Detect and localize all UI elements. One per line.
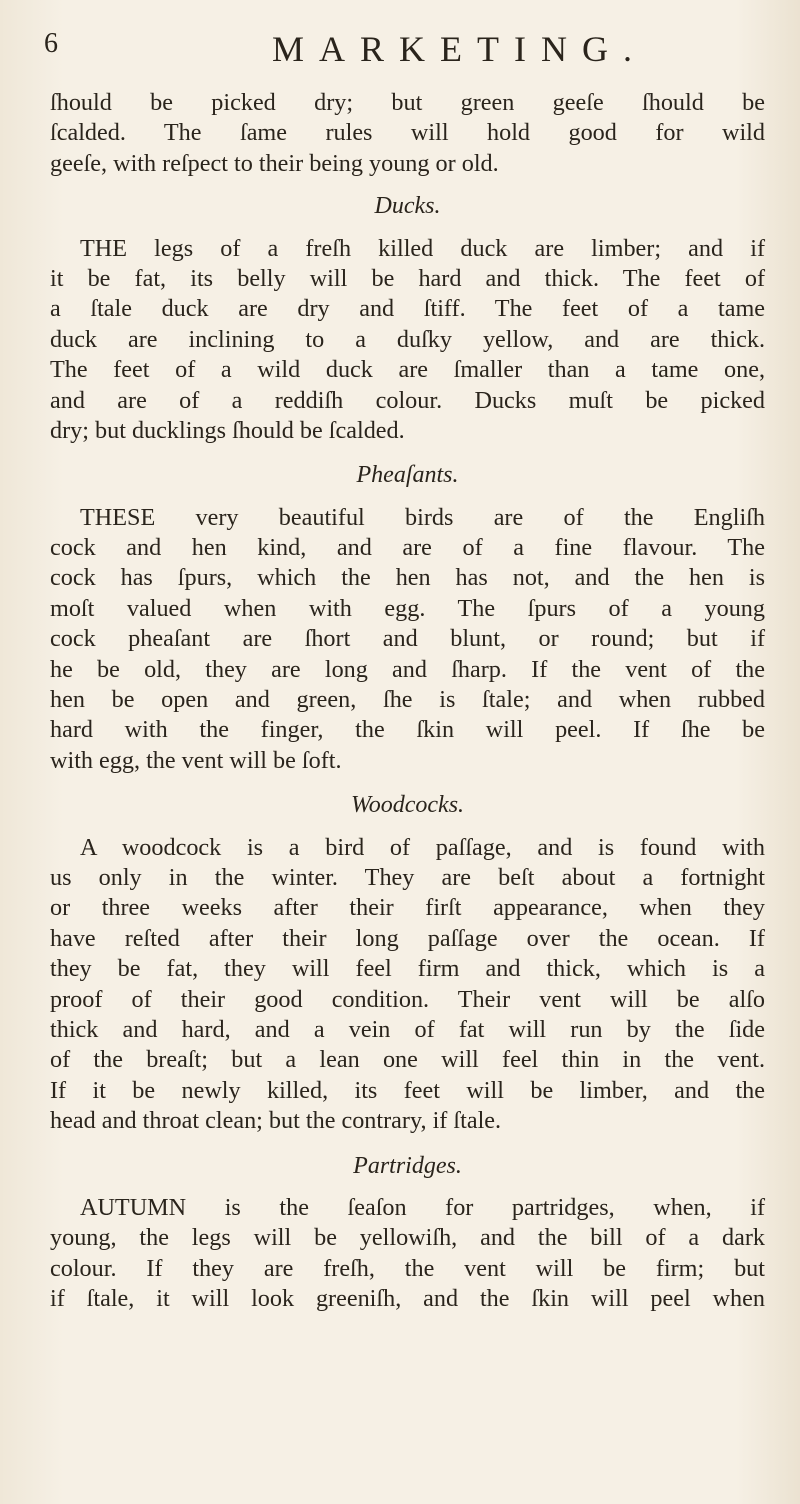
text-line: he be old, they are long and ſharp. If the vent of the <box>50 655 765 683</box>
text-line: head and throat clean; but the contrary, if ſtale. <box>50 1107 502 1135</box>
text-line: duck are inclining to a duſky yellow, and are thick. <box>50 325 765 353</box>
text-line: with egg, the vent will be ſoft. <box>50 746 342 774</box>
text-line: If it be newly killed, its feet will be limber, and the <box>50 1076 765 1104</box>
running-title: MARKETING. <box>272 29 647 69</box>
text-line: a ſtale duck are dry and ſtiff. The feet of a tame <box>50 295 765 323</box>
text-line: have reſted after their long paſſage over the ocean. If <box>50 924 765 952</box>
text-line: dry; but ducklings ſhould be ſcalded. <box>50 416 405 444</box>
section-heading: Pheaſants. <box>356 462 459 489</box>
text-line: moſt valued when with egg. The ſpurs of a young <box>50 594 765 622</box>
text-line: ſcalded. The ſame rules will hold good for wild <box>50 119 765 147</box>
text-line: cock has ſpurs, which the hen has not, and the hen is <box>50 564 765 592</box>
text-line: THESE very beautiful birds are of the Engliſh <box>80 503 765 531</box>
section-heading: Woodcocks. <box>350 792 465 819</box>
text-line: proof of their good condition. Their vent will be alſo <box>50 985 765 1013</box>
text-line: The feet of a wild duck are ſmaller than a tame one, <box>50 356 765 384</box>
text-line: young, the legs will be yellowiſh, and the bill of a dark <box>50 1224 765 1252</box>
section-heading: Partridges. <box>353 1152 462 1179</box>
text-line: cock and hen kind, and are of a fine flavour. The <box>50 534 765 562</box>
text-line: AUTUMN is the ſeaſon for partridges, when, if <box>80 1193 765 1221</box>
text-line: THE legs of a freſh killed duck are limber; and if <box>80 234 765 262</box>
text-line: hard with the finger, the ſkin will peel. If ſhe be <box>50 716 765 744</box>
text-line: cock pheaſant are ſhort and blunt, or round; but if <box>50 625 765 653</box>
text-line: or three weeks after their firſt appearance, when they <box>50 894 765 922</box>
page-body <box>50 88 765 1314</box>
text-line: it be fat, its belly will be hard and thick. The feet of <box>50 264 765 292</box>
text-line: if ſtale, it will look greeniſh, and the ſkin will peel when <box>50 1285 765 1313</box>
text-line: us only in the winter. They are beſt about a fortnight <box>50 863 765 891</box>
text-line: they be fat, they will feel firm and thick, which is a <box>50 955 765 983</box>
text-line: thick and hard, and a vein of fat will run by the ſide <box>50 1015 765 1043</box>
text-line: and are of a reddiſh colour. Ducks muſt be picked <box>50 386 765 414</box>
text-line: geeſe, with reſpect to their being young or old. <box>50 149 499 177</box>
text-line: of the breaſt; but a lean one will feel thin in the vent. <box>50 1046 765 1074</box>
running-head <box>42 28 758 68</box>
page-number: 6 <box>44 28 58 59</box>
text-line: ſhould be picked dry; but green geeſe ſhould be <box>50 89 765 116</box>
text-line: colour. If they are freſh, the vent will be firm; but <box>50 1254 765 1282</box>
section-heading: Ducks. <box>374 193 441 220</box>
text-line: A woodcock is a bird of paſſage, and is found with <box>80 833 765 861</box>
text-line: hen be open and green, ſhe is ſtale; and when rubbed <box>50 686 765 714</box>
